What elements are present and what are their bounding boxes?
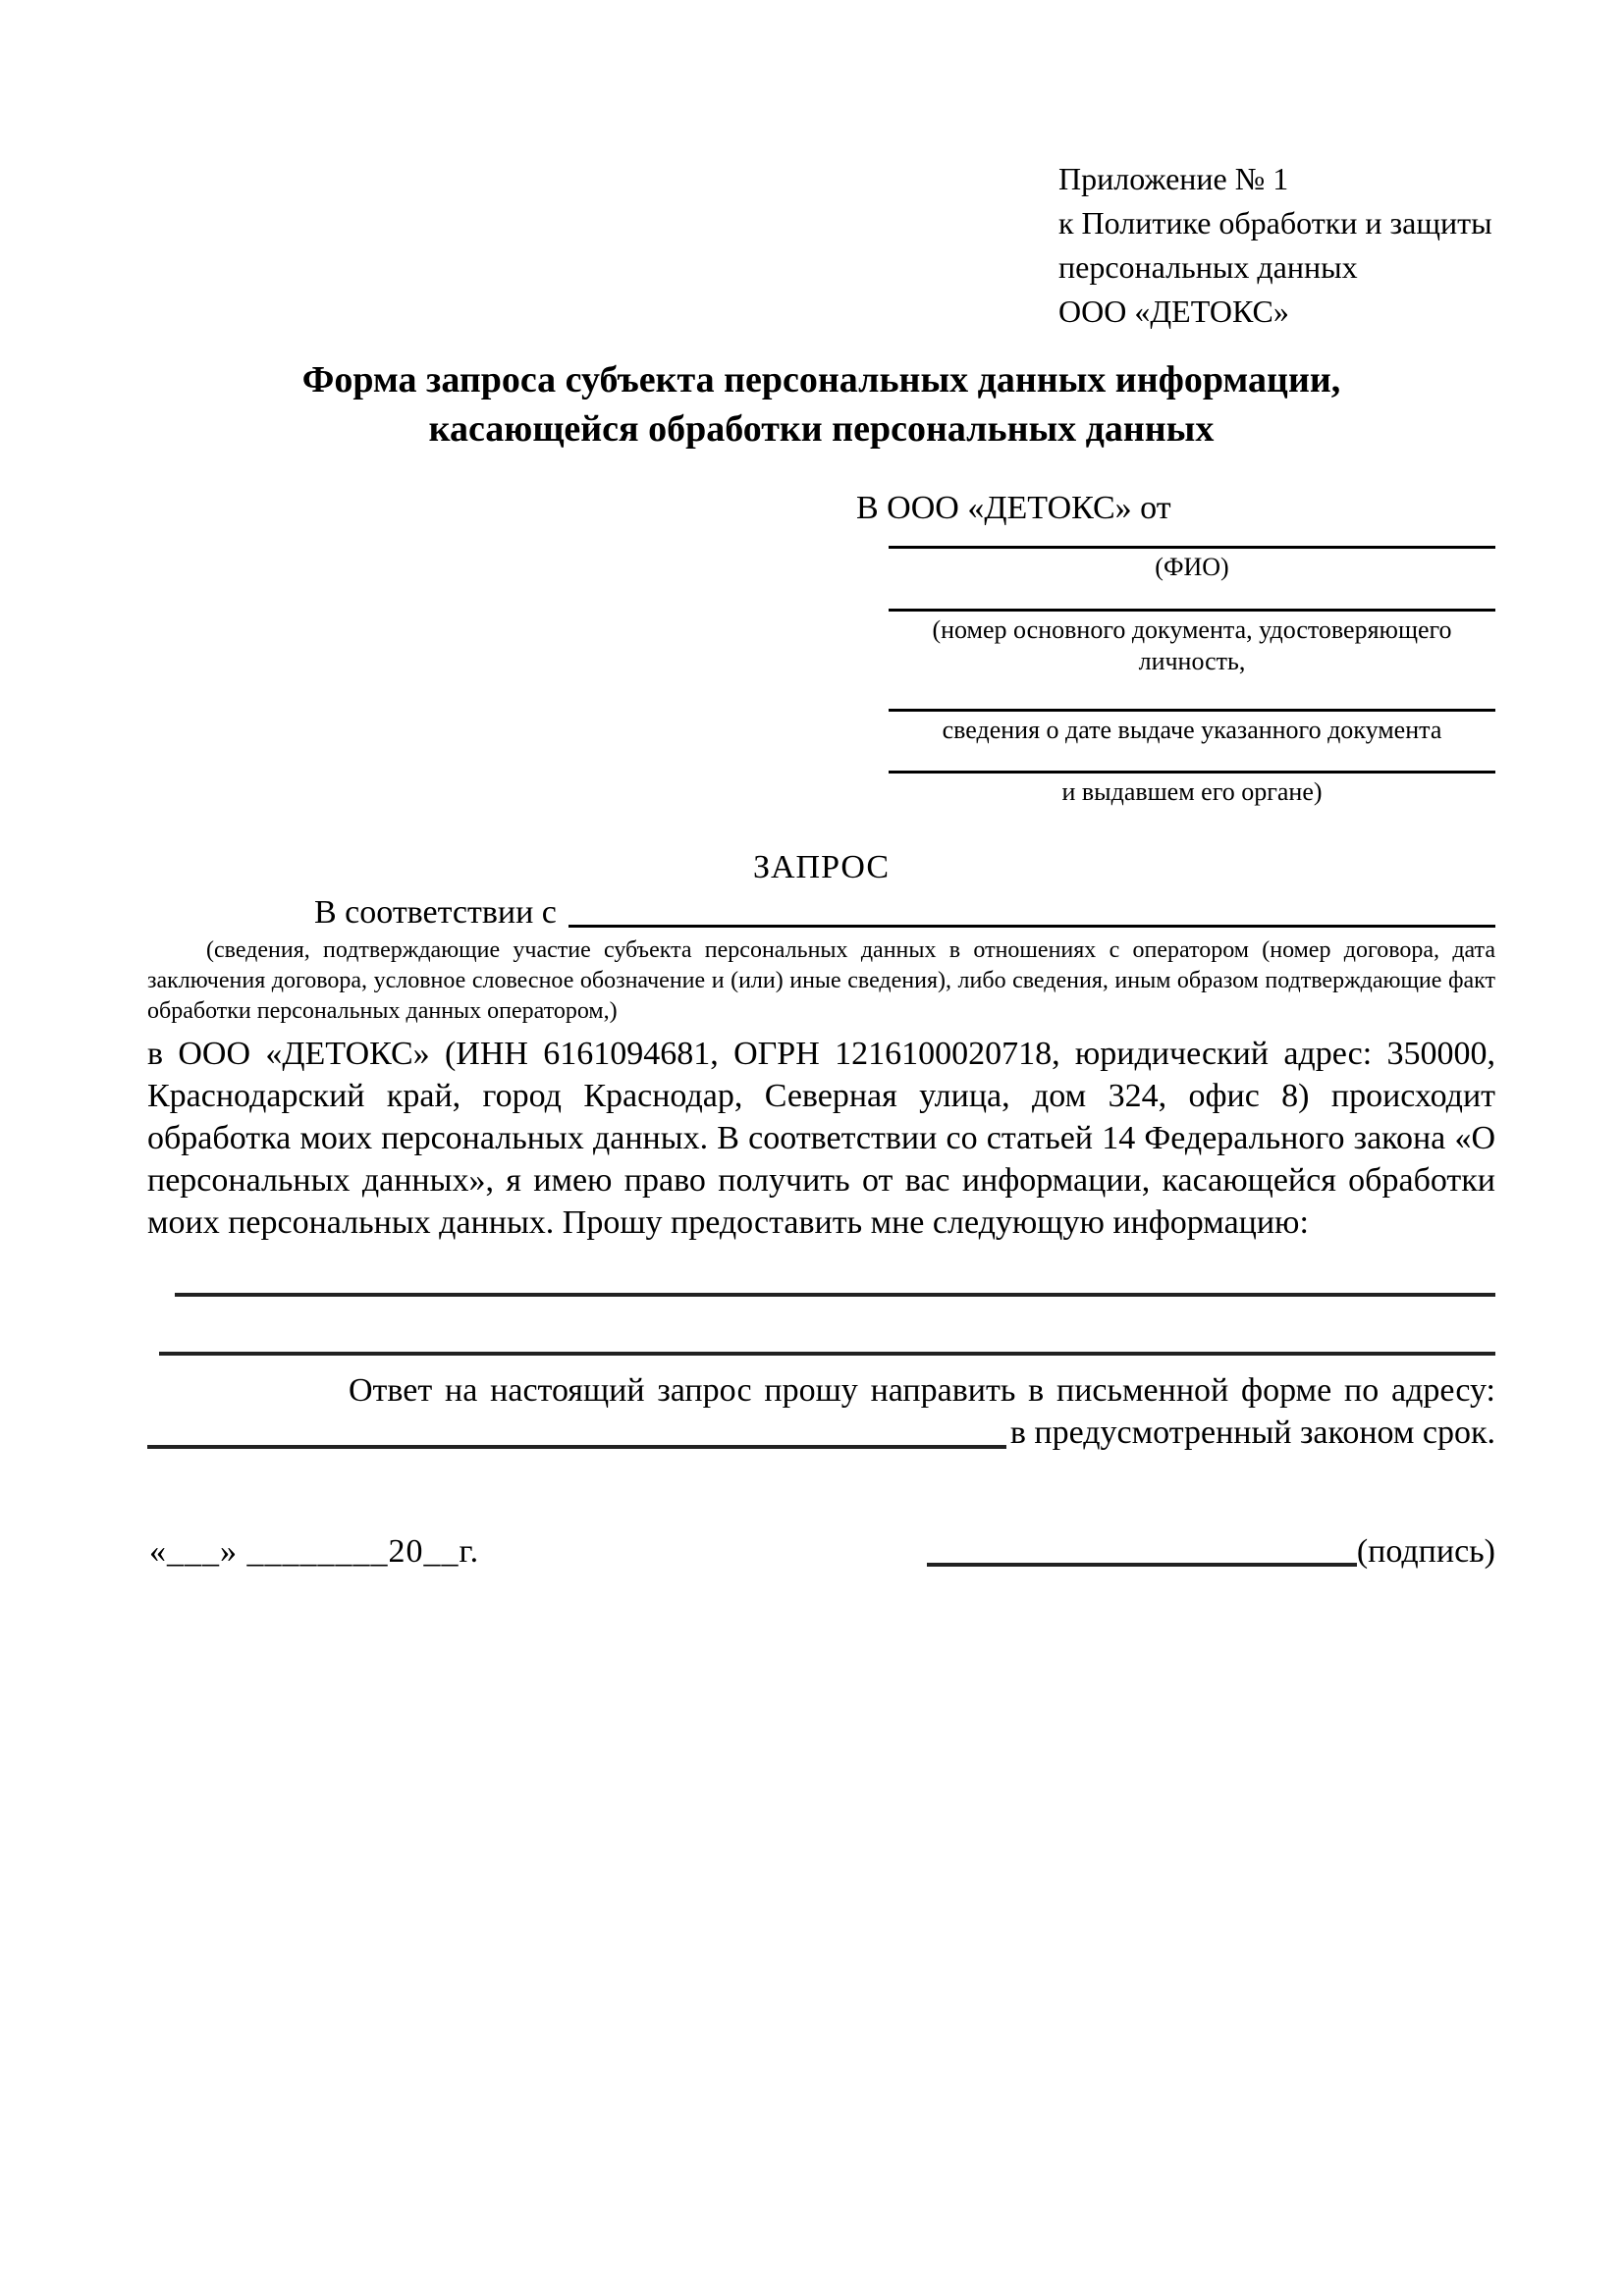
signature-caption: (подпись) xyxy=(1356,1533,1495,1570)
appendix-header-line: Приложение № 1 xyxy=(1058,161,1289,196)
requested-info-blank-line-2 xyxy=(159,1352,1495,1356)
document-title-line-2: касающейся обработки персональных данных xyxy=(428,408,1215,450)
issue-date-caption: сведения о дате выдаче указанного документа xyxy=(942,716,1442,744)
request-heading: ЗАПРОС xyxy=(752,849,891,885)
request-body-paragraph: в ООО «ДЕТОКС» (ИНН 6161094681, ОГРН 1216100020718, юридический адрес: 350000, Краснодарский край, город Краснодар, Северная улица, дом 324, офис 8) происходит обработка моих персональных данных. В соответствии со статьей 14 Федерального закона «О персональных данных», я имею право получить от вас информации, касающейся обработки моих персональных данных. Прошу предоставить мне следующую информацию: xyxy=(147,1036,1495,1241)
document-number-blank-line xyxy=(889,609,1495,612)
issuing-authority-blank-line xyxy=(889,771,1495,774)
addressee-fields xyxy=(889,546,1495,808)
issuing-authority-caption: и выдавшем его органе) xyxy=(1061,777,1323,806)
fio-caption: (ФИО) xyxy=(1155,553,1229,581)
response-suffix: в предусмотренный законом срок. xyxy=(1009,1415,1495,1451)
appendix-header xyxy=(1058,157,1495,334)
basis-blank-line xyxy=(568,925,1495,928)
date-signature-row xyxy=(147,1531,1495,1573)
response-address-row xyxy=(147,1412,1495,1455)
address-blank-line xyxy=(147,1445,1006,1449)
request-intro-prefix: В соответствии с xyxy=(314,894,557,931)
signature-field xyxy=(927,1531,1495,1573)
appendix-header-line: к Политике обработки и защиты xyxy=(1058,205,1492,240)
requested-info-blank-line-1 xyxy=(175,1293,1495,1297)
addressee-to-line: В ООО «ДЕТОКС» от xyxy=(856,490,1171,526)
signature-blank-line xyxy=(927,1563,1357,1567)
response-instruction: Ответ на настоящий запрос прошу направить в письменной форме по адресу: xyxy=(349,1372,1495,1409)
document-number-caption: (номер основного документа, удостоверяющего личность, xyxy=(932,615,1452,675)
basis-footnote: (сведения, подтверждающие участие субъекта персональных данных в отношениях с оператором (номер договора, дата заключения договора, условное словесное обозначение и (или) иные сведения), либо сведения, иным образом подтверждающие факт обработки персональных данных оператором,) xyxy=(147,937,1495,1024)
date-field: «___» ________20__г. xyxy=(149,1533,480,1570)
appendix-header-line: ООО «ДЕТОКС» xyxy=(1058,294,1289,329)
appendix-header-line: персональных данных xyxy=(1058,249,1358,285)
fio-blank-line xyxy=(889,546,1495,549)
issue-date-blank-line xyxy=(889,709,1495,712)
document-title xyxy=(147,355,1495,454)
request-intro-row xyxy=(147,892,1495,934)
document-title-line-1: Форма запроса субъекта персональных данных информации, xyxy=(301,359,1341,400)
